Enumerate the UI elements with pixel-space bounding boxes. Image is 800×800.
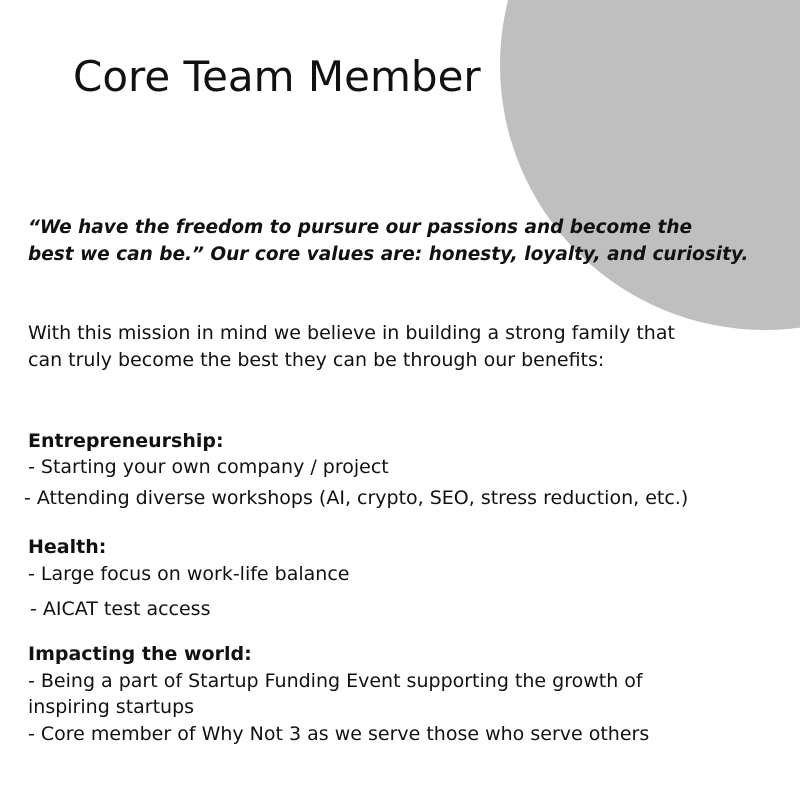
quote-line-1: “We have the freedom to pursure our passions and become the <box>28 217 693 238</box>
mission-line-1: With this mission in mind we believe in building a strong family that <box>28 322 675 344</box>
list-item: - Large focus on work-life balance <box>28 563 350 585</box>
decorative-circle <box>500 0 800 330</box>
list-item: - Starting your own company / project <box>28 456 389 478</box>
mission-statement <box>28 320 778 374</box>
section-heading-health: Health: <box>28 536 107 558</box>
list-item: - Being a part of Startup Funding Event supporting the growth of <box>28 670 643 692</box>
section-heading-impact: Impacting the world: <box>28 643 252 665</box>
quote-line-2: best we can be.” Our core values are: honesty, loyalty, and curiosity. <box>28 244 749 265</box>
list-item: inspiring startups <box>28 696 195 718</box>
values-quote <box>28 214 768 268</box>
section-heading-entrepreneurship: Entrepreneurship: <box>28 430 224 452</box>
list-item: - Attending diverse workshops (AI, crypto, SEO, stress reduction, etc.) <box>24 487 689 509</box>
mission-line-2: can truly become the best they can be through our benefits: <box>28 349 605 371</box>
page-title: Core Team Member <box>73 52 481 101</box>
list-item: - AICAT test access <box>30 598 211 620</box>
list-item: - Core member of Why Not 3 as we serve those who serve others <box>28 723 650 745</box>
